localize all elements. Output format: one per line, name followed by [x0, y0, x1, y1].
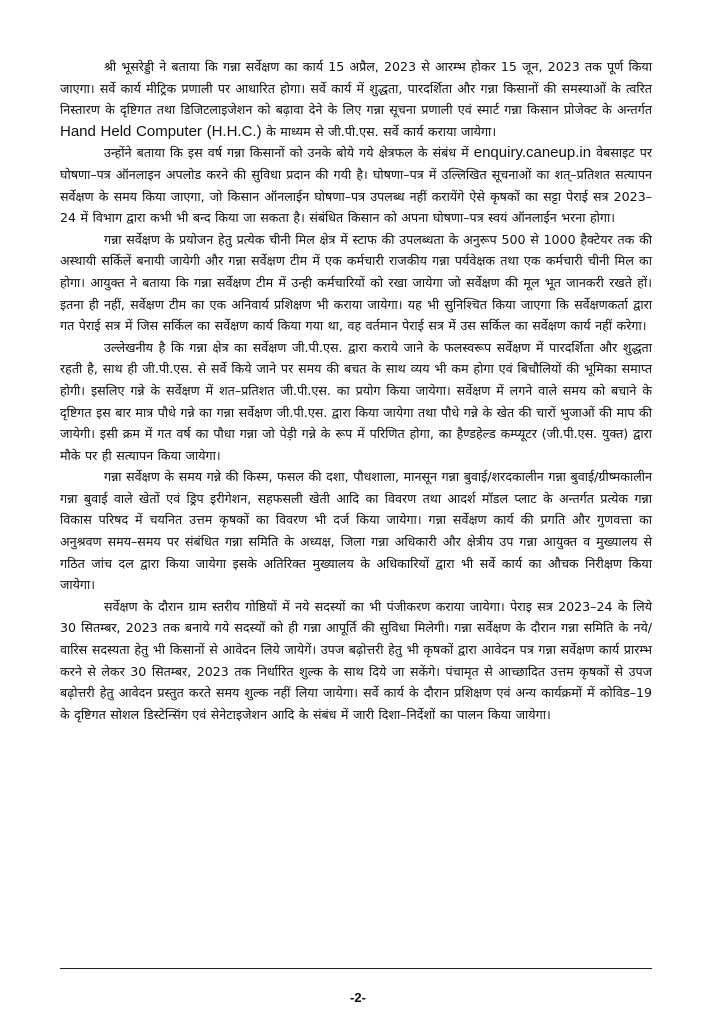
paragraph-5 [60, 466, 652, 596]
paragraph-6 [60, 596, 652, 726]
paragraph-2-website: enquiry.caneup.in [473, 144, 592, 162]
paragraph-1-text-2: के माध्यम से जी.पी.एस. सर्वे कार्य कराया जायेगा। [261, 123, 497, 139]
paragraph-4-text: उल्लेखनीय है कि गन्ना क्षेत्र का सर्वेक्षण जी.पी.एस. द्वारा कराये जाने के फलस्वरूप सर्वेक्षण में पारदर्शिता और शुद्धता रहती है, साथ ही जी.पी.एस. से सर्वे किये जाने पर समय की बचत के साथ व्यय भी कम होगा एवं बिचौलियों की भूमिका समाप्त होगी। इसलिए गन्ने के सर्वेक्षण में शत–प्रतिशत जी.पी.एस. का प्रयोग किया जायेगा। सर्वेक्षण में लगने वाले समय को बचाने के दृष्टिगत इस बार मात्र पौधे गन्ने का गन्ना सर्वेक्षण जी.पी.एस. द्वारा किया जायेगा तथा पौधे गन्ने के खेत की चारों भुजाओं की माप की जायेगी। इसी क्रम में गत वर्ष का पौधा गन्ना जो पेड़ी गन्ने के रूप में परिणित होगा, का हैण्डहेल्ड कम्प्यूटर (जी.पी.एस. युक्त) द्वारा मौके पर ही सत्यापन किया जायेगा। [60, 339, 652, 463]
footer-divider [60, 968, 652, 969]
page-number: -2- [350, 990, 366, 1005]
paragraph-6-text: सर्वेक्षण के दौरान ग्राम स्तरीय गोष्ठियों में नये सदस्यों का भी पंजीकरण कराया जायेगा। पेराइ सत्र 2023–24 के लिये 30 सितम्बर, 2023 तक बनाये गये सदस्यों को ही गन्ना आपूर्ति की सुविधा मिलेगी। गन्ना सर्वेक्षण के दौरान गन्ना समिति के नये/वारिस सदस्यता हेतु भी किसानों से आवेदन लिये जायेगें। उपज बढ़ोत्तरी हेतु भी कृषकों द्वारा आवेदन पत्र गन्ना सर्वेक्षण कार्य प्रारम्भ करने से लेकर 30 सितम्बर, 2023 तक निर्धारित शुल्क के साथ दिये जा सकेंगे। पंचामृत से आच्छादित उत्तम कृषकों से उपज बढ़ोत्तरी हेतु आवेदन प्रस्तुत करते समय शुल्क नहीं लिया जायेगा। सर्वे कार्य के दौरान प्रशिक्षण एवं अन्य कार्यक्रमों में कोविड–19 के दृष्टिगत सोशल डिस्टेन्सिंग एवं सेनेटाइजेशन आदि के संबंध में जारी दिशा–निर्देशों का पालन किया जायेगा। [60, 598, 652, 722]
paragraph-1 [60, 56, 652, 142]
paragraph-2 [60, 142, 652, 228]
paragraph-1-text-1: श्री भूसरेड्डी ने बताया कि गन्ना सर्वेक्षण का कार्य 15 अप्रैल, 2023 से आरम्भ होकर 15 जून, 2023 तक पूर्ण किया जाएगा। सर्वे कार्य मीट्रिक प्रणाली पर आधारित होगा। सर्वे कार्य में शुद्धता, पारदर्शिता और गन्ना किसानों की समस्याओं के त्वरित निस्तारण के दृष्टिगत तथा डिजिटलाइजेशन को बढ़ावा देने के लिए गन्ना सूचना प्रणाली एवं स्मार्ट गन्ना किसान प्रोजेक्ट के अन्तर्गत [60, 59, 652, 118]
paragraph-1-device-name: Hand Held Computer (H.H.C.) [60, 122, 262, 140]
paragraph-2-text-2: वेबसाइट पर घोषणा–पत्र ऑनलाइन अपलोड करने की सुविधा प्रदान की गयी है। घोषणा–पत्र में उल्लिखित सूचनाओं का शत्–प्रतिशत सत्यापन सर्वेक्षण के समय किया जाएगा, जो किसान ऑनलाईन घोषणा–पत्र उपलब्ध नहीं करायेंगे ऐसे कृषकों का सट्टा पेराई सत्र 2023–24 में विभाग द्वारा कभी भी बन्द किया जा सकता है। संबंधित किसान को अपना घोषणा–पत्र स्वयं ऑनलाईन भरना होगा। [60, 145, 652, 226]
paragraph-2-text-1: उन्होंने बताया कि इस वर्ष गन्ना किसानों को उनके बोये गये क्षेत्रफल के संबंध में [104, 145, 474, 161]
paragraph-4 [60, 337, 652, 467]
paragraph-3 [60, 229, 652, 337]
paragraph-5-text: गन्ना सर्वेक्षण के समय गन्ने की किस्म, फसल की दशा, पौधशाला, मानसून गन्ना बुवाई/शरदकालीन गन्ना बुवाई/ग्रीष्मकालीन गन्ना बुवाई वाले खेतों एवं ड्रिप इरीगेशन, सहफसली खेती आदि का विवरण तथा आदर्श मॉडल प्लाट के अन्तर्गत प्रत्येक गन्ना विकास परिषद में चयनित उत्तम कृषकों का विवरण भी दर्ज किया जायेगा। गन्ना सर्वेक्षण कार्य की प्रगति और गुणवत्ता का अनुश्रवण समय–समय पर संबंधित गन्ना समिति के अध्यक्ष, जिला गन्ना अधिकारी और क्षेत्रीय उप गन्ना आयुक्त व मुख्यालय से गठित जांच दल द्वारा किया जायेगा इसके अतिरिक्त मुख्यालय के अधिकारियों द्वारा भी सर्वे कार्य का औचक निरीक्षण किया जायेगा। [60, 469, 652, 593]
paragraph-3-text: गन्ना सर्वेक्षण के प्रयोजन हेतु प्रत्येक चीनी मिल क्षेत्र में स्टाफ की उपलब्धता के अनुरूप 500 से 1000 हैक्टेयर तक की अस्थायी सर्किलें बनायी जायेगी और गन्ना सर्वेक्षण टीम में एक कर्मचारी राजकीय गन्ना पर्यवेक्षक तथा एक कर्मचारी चीनी मिल का होगा। आयुक्त ने बताया कि गन्ना सर्वेक्षण टीम में उन्ही कर्मचारियों को रखा जायेगा जो सर्वेक्षण की मूल भूत जानकरी रखते हों। इतना ही नहीं, सर्वेक्षण टीम का एक अनिवार्य प्रशिक्षण भी कराया जायेगा। यह भी सुनिश्चित किया जाएगा कि सर्वेक्षणकर्ता द्वारा गत पेराई सत्र में जिस सर्किल का सर्वेक्षण कार्य किया गया था, वह वर्तमान पेराई सत्र में उस सर्किल का सर्वेक्षण कार्य नहीं करेगा। [60, 231, 652, 334]
document-body [60, 56, 652, 725]
